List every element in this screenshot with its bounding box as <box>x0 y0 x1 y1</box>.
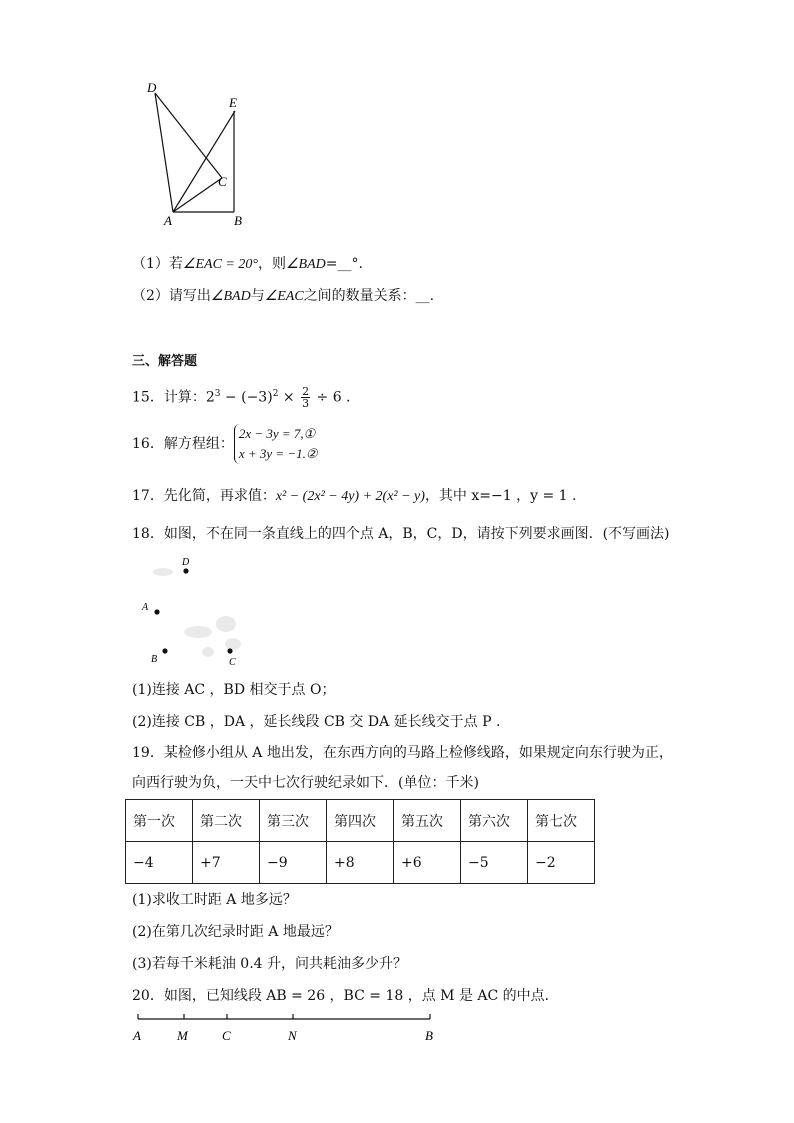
segment-DA <box>155 93 173 212</box>
q18-part1: (1)连接 AC ，BD 相交于点 O； <box>132 682 336 698</box>
point-D <box>183 568 188 573</box>
point-C <box>227 648 232 653</box>
q19-part3: (3)若每千米耗油 0.4 升，问共耗油多少升？ <box>132 956 407 972</box>
q19-stem-line2: 向西行驶为负，一天中七次行驶纪录如下．(单位：千米) <box>132 775 479 791</box>
figure-triangles <box>140 78 260 233</box>
label-D: D <box>182 557 190 568</box>
q17: 17．先化简，再求值：x² − (2x² − 4y) + 2(x² − y)，其中 x=−1 ，y = 1 . <box>132 488 577 504</box>
equation-system: 2x − 3y = 7,① x + 3y = −1.② <box>234 424 318 464</box>
q14-part1: （1）若∠EAC = 20°，则∠BAD=__°. <box>132 256 363 272</box>
q19-part1: (1)求收工时距 A 地多远？ <box>132 892 297 908</box>
label-M: M <box>177 1028 188 1043</box>
table-cell: −4 <box>126 842 193 884</box>
fraction-two-thirds: $\frac{2}{3}$ <box>302 385 310 411</box>
label-C: C <box>229 657 236 668</box>
table-header-cell: 第七次 <box>528 800 595 842</box>
table-row <box>126 842 595 884</box>
segment-AC <box>173 178 222 212</box>
table-header-cell: 第一次 <box>126 800 193 842</box>
figure-four-points <box>138 552 253 672</box>
table-header-cell: 第三次 <box>260 800 327 842</box>
label-B: B <box>234 213 242 228</box>
driving-record-table <box>125 799 595 884</box>
label-N: N <box>288 1028 297 1043</box>
q19-part2: (2)在第几次纪录时距 A 地最远？ <box>132 924 339 940</box>
table-header-cell: 第二次 <box>193 800 260 842</box>
q20-stem: 20．如图，已知线段 AB = 26 ，BC = 18 ，点 M 是 AC 的中点． <box>132 988 559 1004</box>
q18-stem: 18．如图，不在同一条直线上的四个点 A，B，C，D，请按下列要求画图．(不写画法) <box>132 526 670 542</box>
label-B: B <box>425 1028 433 1043</box>
q19-stem-line1: 19．某检修小组从 A 地出发，在东西方向的马路上检修线路，如果规定向东行驶为正， <box>132 745 673 761</box>
label-A: A <box>164 213 172 228</box>
label-C: C <box>218 174 227 189</box>
figure-segment <box>128 1010 448 1048</box>
table-cell: −9 <box>260 842 327 884</box>
table-header-cell: 第五次 <box>394 800 461 842</box>
segment-AE <box>173 111 235 212</box>
point-B <box>162 648 167 653</box>
table-header-row <box>126 800 595 842</box>
table-cell: −2 <box>528 842 595 884</box>
table-cell: −5 <box>461 842 528 884</box>
table-cell: +8 <box>327 842 394 884</box>
point-A <box>154 609 159 614</box>
label-C: C <box>222 1028 231 1043</box>
table-cell: +7 <box>193 842 260 884</box>
label-A: A <box>133 1028 141 1043</box>
table-cell: +6 <box>394 842 461 884</box>
section-title: 三、解答题 <box>132 354 198 369</box>
table-header-cell: 第四次 <box>327 800 394 842</box>
segment-DC <box>155 93 222 178</box>
label-A: A <box>142 602 149 613</box>
q16: 16．解方程组： 2x − 3y = 7,① x + 3y = −1.② <box>132 424 318 464</box>
label-D: D <box>147 80 157 95</box>
table-header-cell: 第六次 <box>461 800 528 842</box>
q18-part2: (2)连接 CB ，DA ，延长线段 CB 交 DA 延长线交于点 P . <box>132 714 501 730</box>
q14-part2: （2）请写出∠BAD与∠EAC之间的数量关系：__. <box>132 288 435 304</box>
label-B: B <box>151 654 158 665</box>
q15: 15．计算：$2^3 - (-3)^2$ × $\frac{2}{3}$ ÷ 6 . <box>132 385 351 411</box>
label-E: E <box>229 95 237 110</box>
